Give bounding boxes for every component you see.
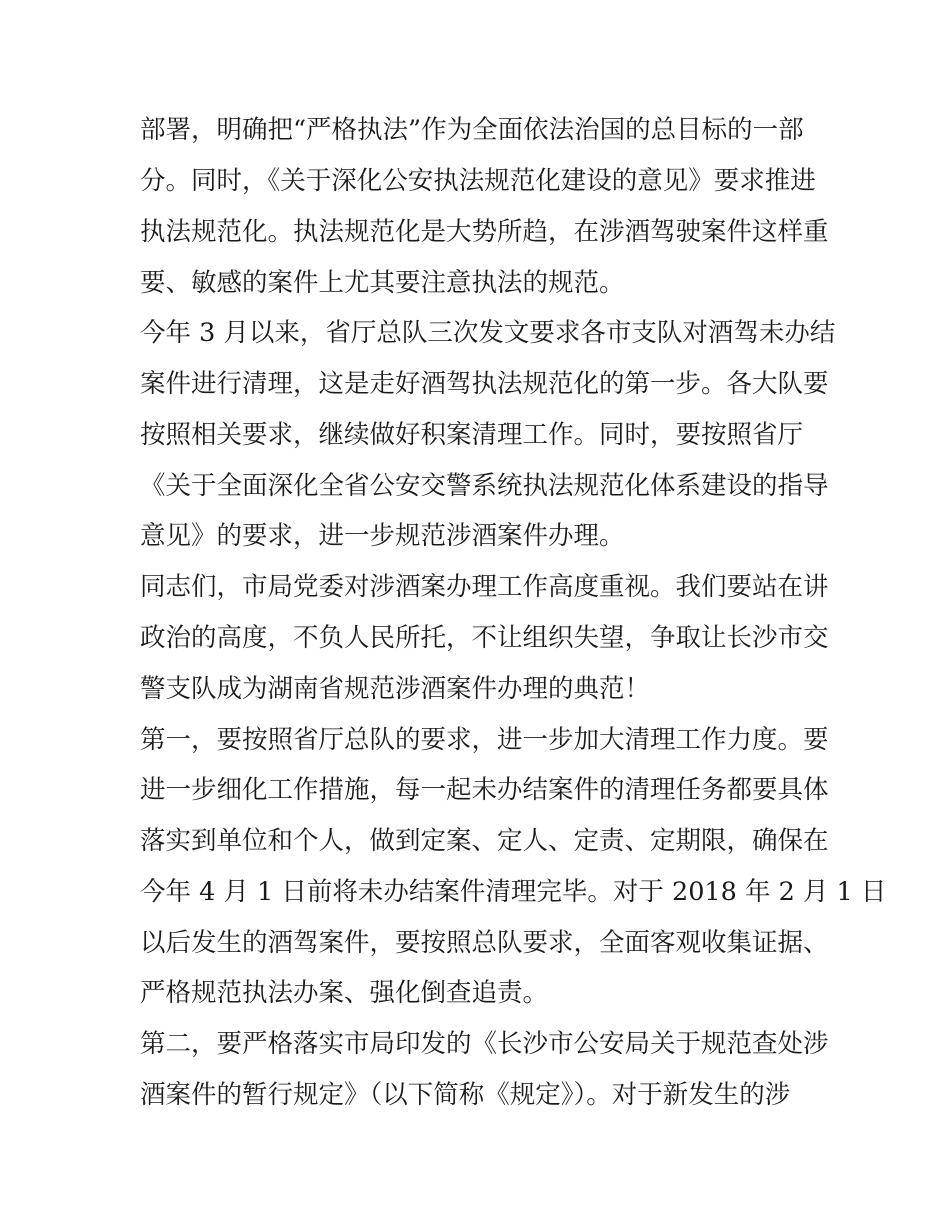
text-line: 第二，要严格落实市局印发的《长沙市公安局关于规范查处涉 [140,1029,829,1059]
text-line: 同志们，市局党委对涉酒案办理工作高度重视。我们要站在讲 [140,572,829,602]
text-line: 政治的高度，不负人民所托，不让组织失望，争取让长沙市交 [140,623,829,653]
text-line: 意见》的要求，进一步规范涉酒案件办理。 [140,521,625,551]
text-line: 今年 4 月 1 日前将未办结案件清理完毕。对于 2018 年 2 月 1 日 [140,877,887,907]
text-line: 案件进行清理，这是走好酒驾执法规范化的第一步。各大队要 [140,369,829,399]
text-line: 进一步细化工作措施，每一起未办结案件的清理任务都要具体 [140,775,829,805]
text-line: 执法规范化。执法规范化是大势所趋，在涉酒驾驶案件这样重 [140,217,829,247]
text-line: 酒案件的暂行规定》（以下简称《规定》）。对于新发生的涉 [140,1080,791,1110]
text-line: 部署，明确把“严格执法”作为全面依法治国的总目标的一部 [140,115,804,145]
text-line: 《关于全面深化全省公安交警系统执法规范化体系建设的指导 [140,471,829,501]
text-line: 分。同时，《关于深化公安执法规范化建设的意见》要求推进 [140,166,816,196]
text-line: 第一，要按照省厅总队的要求，进一步加大清理工作力度。要 [140,725,829,755]
text-line: 要、敏感的案件上尤其要注意执法的规范。 [140,268,625,298]
text-line: 以后发生的酒驾案件，要按照总队要求，全面客观收集证据、 [140,928,829,958]
text-line: 警支队成为湖南省规范涉酒案件办理的典范！ [140,674,651,704]
text-line: 严格规范执法办案、强化倒查追责。 [140,978,549,1008]
text-line: 按照相关要求，继续做好积案清理工作。同时，要按照省厅 [140,420,804,450]
text-line: 今年 3 月以来，省厅总队三次发文要求各市支队对酒驾未办结 [140,318,836,348]
text-line: 落实到单位和个人，做到定案、定人、定责、定期限，确保在 [140,826,829,856]
